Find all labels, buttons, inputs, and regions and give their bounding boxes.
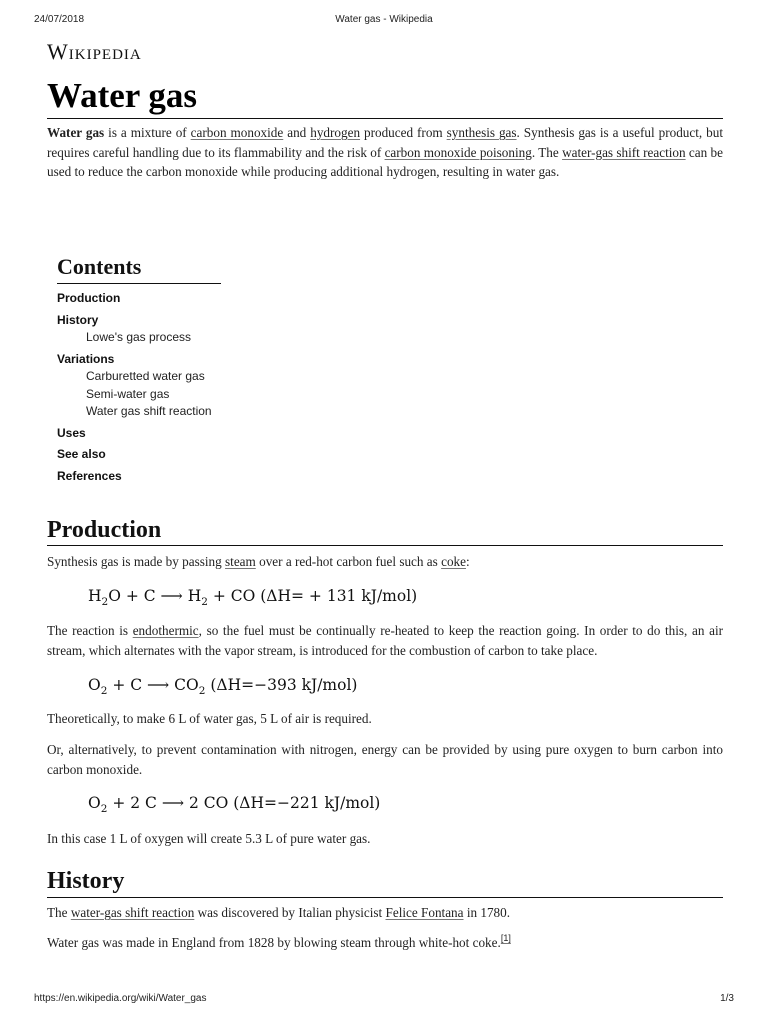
text-run: was discovered by Italian physicist [194,905,386,920]
equation-1: $H_2O + C$ ⟶ $H_2$ + CO (ΔH= + 131 kJ/mol) [88,587,418,608]
section-heading-history: History [47,868,125,894]
text-run: . Synthesis gas is a useful product, but requires careful handling due to its flammability and the risk of [47,125,724,160]
text-run: Synthesis gas is made by passing [47,554,226,569]
intro-paragraph [47,123,723,182]
toc-list [57,290,227,485]
toc-subitem[interactable]: Lowe's gas process [86,330,192,344]
text-run: . The [531,144,563,160]
toc-item-label[interactable]: Variations [57,351,115,366]
print-url: https://en.wikipedia.org/wiki/Water_gas [34,993,207,1004]
inline-link[interactable]: carbon monoxide [190,125,284,140]
print-date: 24/07/2018 [34,14,85,25]
inline-link[interactable]: Felice Fontana [385,905,464,920]
text-run: and [283,125,311,140]
production-paragraph-2 [47,621,723,660]
text-run: : [466,554,470,569]
text-run: , so the fuel must be continually re-heated to keep the reaction going. In order to do this, an air stream, which alternates with the vapor stream, is introduced for the combustion of carbon to take place. [47,623,723,658]
toc-item-label[interactable]: Production [57,291,121,305]
toc-subitem[interactable]: Carburetted water gas [86,369,205,383]
print-header [0,14,768,28]
inline-link[interactable]: water-gas shift reaction [562,144,686,160]
inline-link[interactable]: endothermic [132,623,199,638]
text-run: can be used to reduce the carbon monoxide while producing additional hydrogen, resulting in water gas. [47,144,723,179]
production-paragraph-4: Or, alternatively, to prevent contamination with nitrogen, energy can be provided by using pure oxygen to burn carbon into carbon monoxide. [47,742,723,777]
history-paragraph-2-text: Water gas was made in England from 1828 by blowing steam through white-hot coke. [47,935,501,950]
reference-link-1[interactable]: [1] [500,933,511,943]
toc-item[interactable] [57,425,227,443]
table-of-contents [57,252,227,485]
print-page-title: Water gas - Wikipedia [335,14,433,25]
inline-link[interactable]: synthesis gas [446,125,517,140]
inline-link[interactable]: water-gas shift reaction [70,905,195,920]
inline-link[interactable]: coke [441,554,466,569]
inline-link[interactable]: carbon monoxide poisoning [384,144,532,160]
equation-3: $O_2 + 2$ C ⟶ 2 CO (ΔH=−221 kJ/mol) [88,794,381,815]
print-page-number: 1/3 [720,993,734,1004]
toc-title: Contents [57,254,142,279]
text-run: produced from [360,125,447,140]
toc-sublist [86,329,227,347]
toc-item[interactable] [57,468,227,486]
inline-link[interactable]: steam [225,554,256,569]
toc-item[interactable] [57,312,227,347]
toc-item-label[interactable]: See also [57,447,106,461]
toc-subitem[interactable]: Semi-water gas [86,386,170,401]
article-title: Water gas [47,76,198,115]
production-paragraph-3: Theoretically, to make 6 L of water gas, 5 L of air is required. [47,711,372,726]
title-divider [47,118,723,119]
toc-item[interactable] [57,351,227,421]
text-run: is a mixture of [104,125,191,140]
section-heading-production: Production [47,517,162,543]
section-divider-history [47,897,723,898]
print-footer [0,993,768,1007]
inline-link[interactable]: hydrogen [310,125,361,140]
section-divider-production [47,545,723,546]
text-run: The [47,905,71,920]
history-paragraph-1 [47,903,723,923]
wikipedia-wordmark[interactable]: Wikipedia [47,39,142,64]
toc-divider [57,283,221,284]
toc-subitem[interactable]: Water gas shift reaction [86,404,212,418]
toc-sublist [86,368,227,421]
production-paragraph-1 [47,552,723,572]
toc-item[interactable] [57,446,227,464]
bold-term: Water gas [47,125,105,140]
toc-item-label[interactable]: History [57,312,99,327]
toc-item-label[interactable]: Uses [57,425,86,440]
text-run: The reaction is [47,623,133,638]
equation-2: $O_2 + C$ ⟶ $CO_2$ (ΔH=−393 kJ/mol) [88,676,358,697]
toc-item[interactable] [57,290,227,308]
toc-item-label[interactable]: References [57,468,122,483]
text-run: in 1780. [463,905,511,920]
history-paragraph-2 [47,933,723,953]
production-paragraph-5: In this case 1 L of oxygen will create 5.3 L of pure water gas. [47,831,371,846]
text-run: over a red-hot carbon fuel such as [255,554,442,569]
